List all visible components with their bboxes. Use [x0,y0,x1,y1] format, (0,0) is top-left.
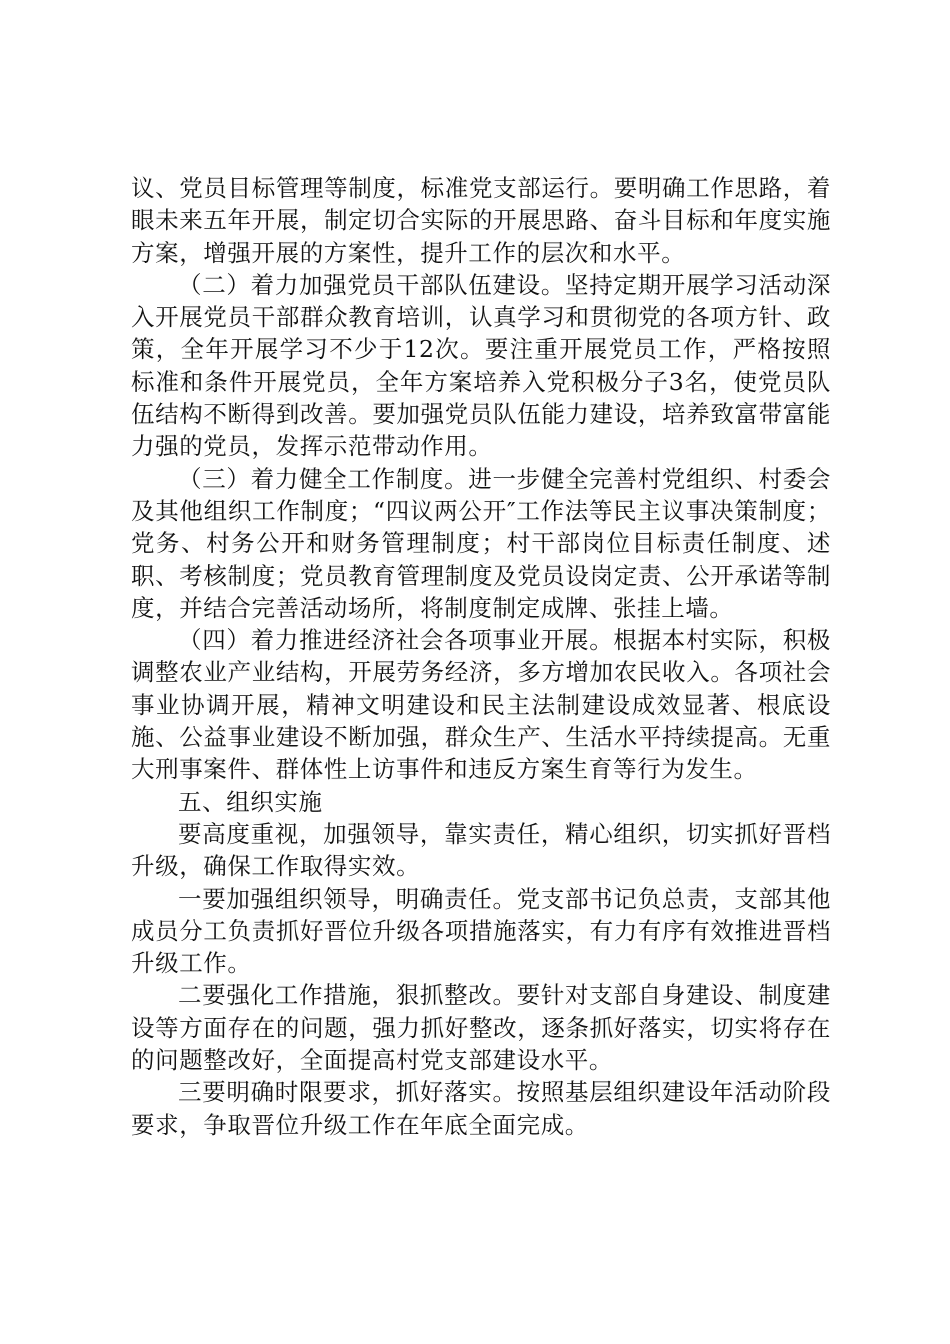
paragraph-item-3: 三要明确时限要求，抓好落实。按照基层组织建设年活动阶段要求，争取晋位升级工作在年底全面完成。 [131,1078,831,1139]
paragraph-section-4: （四）着力推进经济社会各项事业开展。根据本村实际，积极调整农业产业结构，开展劳务经济，多方增加农民收入。各项社会事业协调开展，精神文明建设和民主法制建设成效显著、根底设施、公益事业建设不断加强，群众生产、生活水平持续提高。无重大刑事案件、群体性上访事件和违反方案生育等行为发生。 [131,626,831,784]
paragraph-intro: 要高度重视，加强领导，靠实责任，精心组织，切实抓好晋档升级，确保工作取得实效。 [131,819,831,881]
paragraph-section-3: （三）着力健全工作制度。进一步健全完善村党组织、村委会及其他组织工作制度；“四议两公开″工作法等民主议事决策制度；党务、村务公开和财务管理制度；村干部岗位目标责任制度、述职、考核制度；党员教育管理制度及党员设岗定责、公开承诺等制度，并结合完善活动场所，将制度制定成牌、张挂上墙。 [131,464,831,622]
paragraph-item-2: 二要强化工作措施，狠抓整改。要针对支部自身建设、制度建设等方面存在的问题，强力抓好整改，逐条抓好落实，切实将存在的问题整改好，全面提高村党支部建设水平。 [131,981,831,1075]
paragraph-section-2: （二）着力加强党员干部队伍建设。坚持定期开展学习活动深入开展党员干部群众教育培训，认真学习和贯彻党的各项方针、政策，全年开展学习不少于12次。要注重开展党员工作，严格按照标准和条件开展党员，全年方案培养入党积极分子3名，使党员队伍结构不断得到改善。要加强党员队伍能力建设，培养致富带富能力强的党员，发挥示范带动作用。 [131,270,831,461]
section-heading-5: 五、组织实施 [178,787,323,816]
paragraph-item-1: 一要加强组织领导，明确责任。党支部书记负总责，支部其他成员分工负责抓好晋位升级各项措施落实，有力有序有效推进晋档升级工作。 [131,884,831,978]
paragraph-continuation: 议、党员目标管理等制度，标准党支部运行。要明确工作思路，着眼未来五年开展，制定切合实际的开展思路、奋斗目标和年度实施方案，增强开展的方案性，提升工作的层次和水平。 [131,174,831,267]
document-body [131,172,831,1141]
